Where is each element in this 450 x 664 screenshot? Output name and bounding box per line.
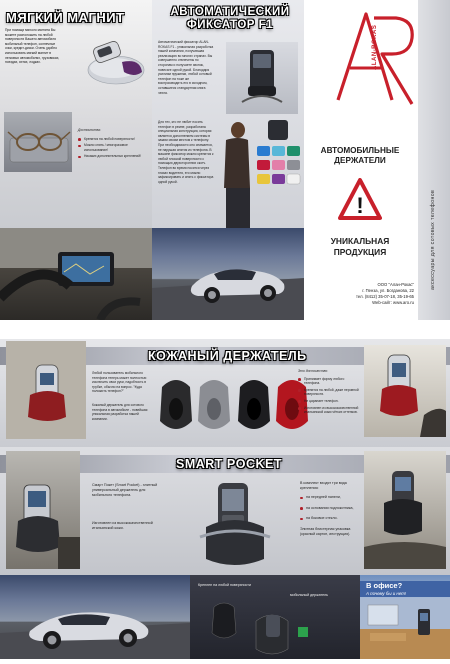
brand-name: ALAN-ROKAS — [372, 24, 378, 70]
leather-advantage: Крепится на любой, даже неровной поверхности. — [298, 388, 360, 397]
promo-caption-1: Креплен на любой поверхности — [198, 583, 251, 587]
office-scene-image — [360, 599, 450, 659]
smart-pocket-mount: на боковое стекло. — [300, 516, 360, 521]
f1-product-image — [226, 42, 298, 114]
f1-text-2: Для тех, кто не любит носить телефон в ремне, разработана специальная конструкция, которая является дополнением системы в зажим своим местом к телефону. При необходимости оно снимается, не нарушая снятия из телефона. В машине фиксатор можно крепится к любой плоской поверхности с помощью двухсторонних скотч. Телефон во время носится через глазах водителя, его можно зафиксировать и снять с фиксатора одной рукой. — [158, 120, 214, 184]
smart-pocket-left-text: Смарт Покет (Smart Pocket) - элитный универсальный держатель для мобильного телефона. — [92, 483, 158, 497]
bottom-sheet — [0, 339, 450, 659]
soft-magnet-advantages-heading: Достоинства: — [78, 128, 101, 132]
smart-pocket-left-text-2: Изготовлен из высококачественной итальянской кожи. — [92, 521, 153, 530]
sheet-gap — [0, 320, 450, 339]
smart-pocket-packaging: Элитная блистерная упаковка (красный картон, инструкция). — [300, 526, 351, 536]
smart-pocket-mounts — [300, 481, 360, 536]
leather-advantage: Принимает форму любого телефона. — [298, 377, 360, 386]
smart-pocket-car-photo — [6, 451, 80, 569]
leather-holders-image — [158, 373, 314, 439]
leather-advantage: Не царапает телефон. — [298, 399, 360, 404]
soft-magnet-advantages — [78, 128, 146, 161]
bottom-car-photo — [0, 575, 190, 659]
section-smart-pocket — [0, 447, 450, 575]
soft-magnet-advantage: Можно снять / многоразовое использование! — [78, 143, 146, 152]
unique-line1: УНИКАЛЬНАЯ — [330, 236, 390, 246]
company-contacts — [306, 282, 414, 306]
leather-phone-photo — [6, 341, 86, 439]
company-name: ООО "Алан-Рокас" — [377, 282, 414, 287]
cover-title-line2: ДЕРЖАТЕЛИ — [334, 156, 386, 165]
panel-f1 — [152, 0, 304, 228]
soft-magnet-advantage: Никаких дополнительных креплений! — [78, 154, 146, 159]
soft-magnet-product-image — [84, 28, 148, 92]
leather-advantages-heading: Это достоинство: — [298, 369, 329, 373]
holder-grey — [198, 380, 230, 429]
panel-soft-magnet — [0, 0, 152, 228]
leather-left-text-2: Кожаный держатель для сотового телефона в автомобиле - новейшая уникальная разработка нашей компании. — [92, 403, 148, 421]
smart-pocket-mounts-heading: В комплект входят три вида крепления: — [300, 481, 347, 490]
side-caption: аксессуары для сотовых телефонов — [430, 189, 436, 290]
promo-caption-2: мобильный держатель — [290, 593, 328, 597]
dashboard-photo — [0, 228, 152, 320]
smart-pocket-mount: на передней панели, — [300, 495, 360, 500]
company-phone: тел. (8412) 35-07-18, 35-19-65 — [356, 294, 414, 299]
color-holders-image — [256, 120, 302, 188]
office-panel — [360, 575, 450, 659]
smart-pocket-mount: на основании подлокотника, — [300, 506, 360, 511]
soft-magnet-intro: При помощи мягкого магнита Вы можете расположить на любой поверхности Вашего автомобиля мобильный телефон, солнечные очки, кредит-диски. Очень удобно использовать мягкий магнит в легковых автомобилях, грузовиках, поездах, яхтах, лодках. — [5, 28, 60, 65]
leather-left-text: Любой пользователь мобильного телефона теперь может полностью исключить свои руки, надобность в трубке, обычно на вопрос. "Куда положить телефон?" — [92, 371, 147, 394]
office-title: В офисе? — [366, 581, 403, 590]
promo-dark-panel — [190, 575, 360, 659]
unique-products — [306, 236, 414, 257]
person-with-phone-image — [216, 118, 256, 228]
section-leather — [0, 339, 450, 447]
company-website: Web-сайт: www.aro.ru — [372, 300, 414, 305]
cover-title-line1: АВТОМОБИЛЬНЫЕ — [320, 146, 400, 155]
side-caption-bar — [418, 0, 450, 320]
f1-title: АВТОМАТИЧЕСКИЙ ФИКСАТОР F1 — [170, 6, 290, 31]
holder-black-1 — [160, 380, 192, 429]
leather-advantages — [298, 369, 360, 417]
leather-right-phone-photo — [364, 345, 446, 437]
warning-triangle-icon — [338, 178, 382, 220]
holder-black-2 — [238, 380, 270, 429]
smart-pocket-right-photo — [364, 451, 446, 569]
office-subtitle: А почему бы и нет! — [366, 591, 407, 596]
soft-magnet-glasses-image — [4, 112, 72, 172]
leather-advantage: Изготовлен из высококачественной итальянской кожи чётких оттенков. — [298, 406, 360, 415]
top-sheet — [0, 0, 450, 320]
smart-pocket-title: SMART POCKET — [176, 457, 282, 471]
smart-pocket-product-image — [194, 477, 278, 571]
f1-text-1: Автоматический фиксатор ALAN-ROKAS F1 - уникальная разработка нашей компании, получившая реализацию во многих странах. Вы совершенно отвлечены по сторонам и получаете звонок, повесьте одной рукой. Благодаря усилиям пружинки, любой сотовый телефон на тоже же воспроизводить его в исходном, оставшиеся стандартная книга чехла. — [158, 40, 214, 95]
warning-symbol: ! — [356, 193, 364, 218]
soft-magnet-advantage: Крепится на любой поверхности! — [78, 137, 146, 142]
panel-cover — [304, 0, 450, 320]
unique-line2: ПРОДУКЦИЯ — [333, 246, 387, 257]
soft-magnet-title: МЯГКИЙ МАГНИТ — [6, 10, 125, 25]
promo-holder-image — [200, 597, 350, 657]
cover-title — [306, 146, 414, 166]
leather-title: КОЖАНЫЙ ДЕРЖАТЕЛЬ — [148, 349, 307, 363]
car-road-photo — [152, 228, 304, 320]
company-address: г. Пенза, ул. Богданова, 22 — [362, 288, 414, 293]
